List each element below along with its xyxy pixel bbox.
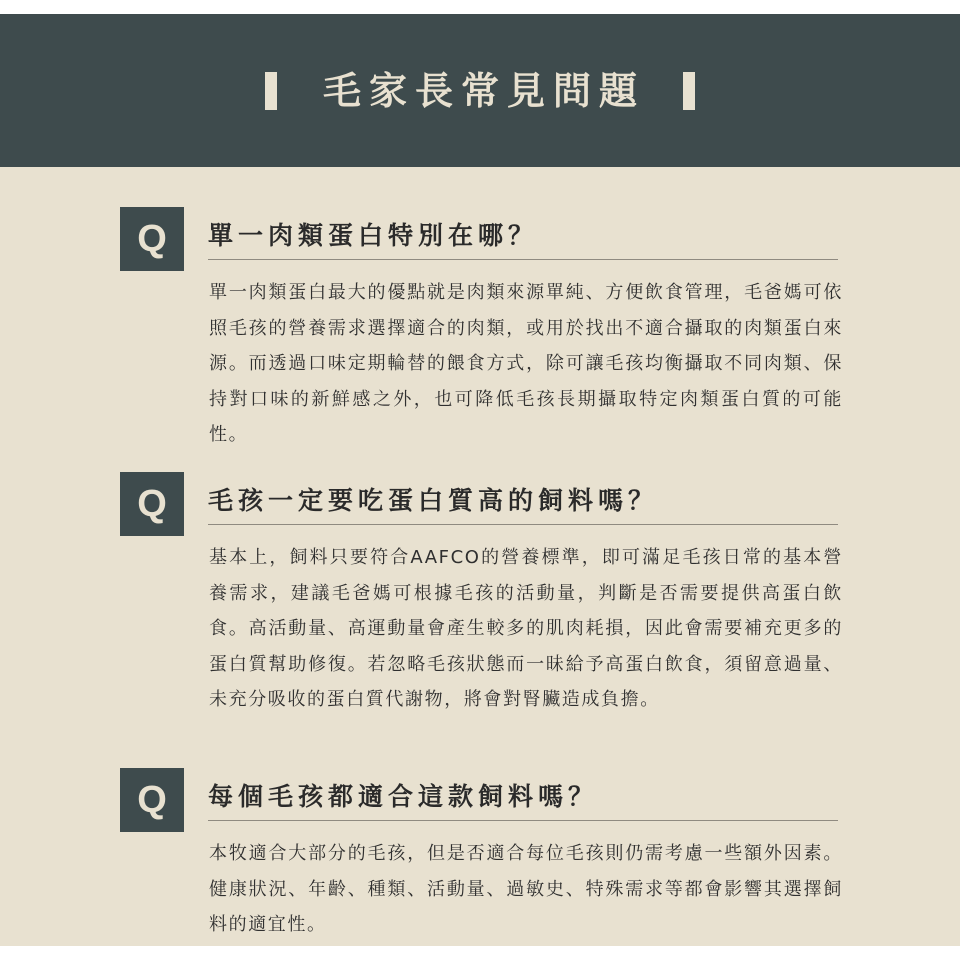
question-title: 毛孩一定要吃蛋白質高的飼料嗎？	[208, 486, 659, 515]
page-title: 毛家長常見問題	[322, 68, 645, 113]
question-title: 單一肉類蛋白特別在哪？	[208, 221, 539, 250]
header-left-bar	[265, 72, 277, 110]
faq-page	[0, 14, 960, 946]
question-divider	[208, 524, 838, 525]
q-badge: Q	[120, 472, 184, 536]
header-right-bar	[683, 72, 695, 110]
question-title: 每個毛孩都適合這款飼料嗎？	[208, 782, 599, 811]
header-banner	[0, 14, 960, 167]
answer-text: 基本上，飼料只要符合AAFCO的營養標準，即可滿足毛孩日常的基本營養需求，建議毛爸媽可根據毛孩的活動量，判斷是否需要提供高蛋白飲食。高活動量、高運動量會產生較多的肌肉耗損，因此會需要補充更多的蛋白質幫助修復。若忽略毛孩狀態而一昧給予高蛋白飲食，須留意過量、未充分吸收的蛋白質代謝物，將會對腎臟造成負擔。	[209, 547, 843, 710]
answer-text: 本牧適合大部分的毛孩，但是否適合每位毛孩則仍需考慮一些額外因素。健康狀況、年齡、種類、活動量、過敏史、特殊需求等都會影響其選擇飼料的適宜性。	[209, 843, 843, 935]
question-divider	[208, 820, 838, 821]
q-badge: Q	[120, 207, 184, 271]
question-divider	[208, 259, 838, 260]
answer-text: 單一肉類蛋白最大的優點就是肉類來源單純、方便飲食管理，毛爸媽可依照毛孩的營養需求選擇適合的肉類，或用於找出不適合攝取的肉類蛋白來源。而透過口味定期輪替的餵食方式，除可讓毛孩均衡攝取不同肉類、保持對口味的新鮮感之外，也可降低毛孩長期攝取特定肉類蛋白質的可能性。	[209, 282, 843, 445]
q-badge: Q	[120, 768, 184, 832]
